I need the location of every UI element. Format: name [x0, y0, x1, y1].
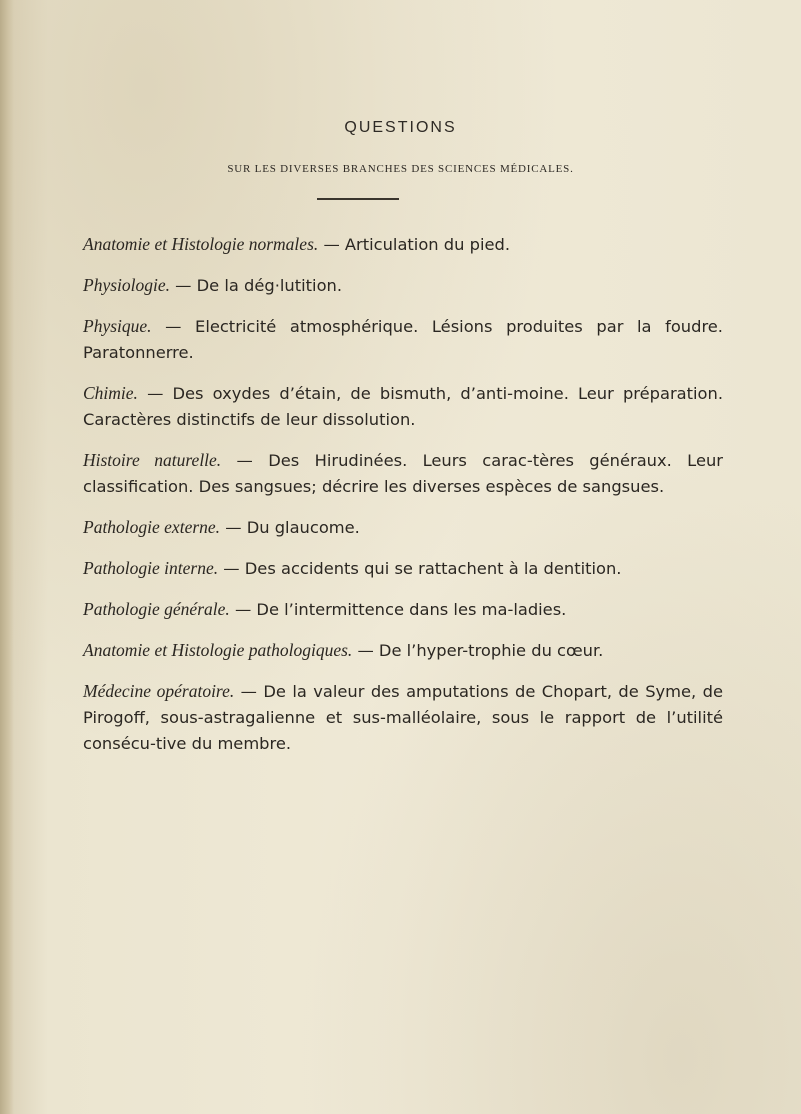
entry-dash: —	[170, 276, 197, 295]
entry-dash: —	[221, 451, 269, 470]
question-entry	[83, 637, 723, 664]
question-entry	[83, 447, 723, 500]
entry-dash: —	[137, 384, 173, 403]
entry-text: De la dég·lutition.	[196, 276, 343, 295]
question-entry	[83, 231, 723, 258]
entry-text: De l’intermittence dans les ma-ladies.	[256, 600, 567, 619]
entry-dash: —	[352, 641, 379, 660]
question-entry	[83, 272, 723, 299]
entry-dash: —	[220, 518, 247, 537]
entry-dash: —	[218, 559, 245, 578]
entry-text: Articulation du pied.	[344, 235, 510, 254]
page-title: QUESTIONS	[344, 119, 457, 136]
entry-heading: Anatomie et Histologie pathologiques.	[83, 640, 353, 660]
question-entry	[83, 380, 723, 433]
entry-dash: —	[234, 682, 264, 701]
entry-heading: Médecine opératoire.	[83, 681, 235, 701]
divider-rule	[317, 198, 399, 200]
entry-dash: —	[318, 235, 345, 254]
entry-text: Du glaucome.	[246, 518, 360, 537]
entry-text: Des oxydes d’étain, de bismuth, d’anti-moine. Leur préparation. Caractères distinctifs de leur dissolution.	[83, 384, 723, 429]
entry-heading: Pathologie interne.	[83, 558, 219, 578]
entry-heading: Physique.	[83, 316, 152, 336]
question-entry	[83, 678, 723, 757]
entry-text: Des accidents qui se rattachent à la dentition.	[244, 559, 622, 578]
entry-heading: Pathologie générale.	[83, 599, 230, 619]
entry-heading: Physiologie.	[83, 275, 170, 295]
question-entry	[83, 514, 723, 541]
page-subtitle: SUR LES DIVERSES BRANCHES DES SCIENCES MÉDICALES.	[227, 163, 574, 175]
entry-heading: Pathologie externe.	[83, 517, 221, 537]
questions-list	[83, 231, 723, 771]
question-entry	[83, 596, 723, 623]
entry-dash: —	[151, 317, 196, 336]
entry-text: De la valeur des amputations de Chopart, de Syme, de Pirogoff, sous-astragalienne et sus-malléolaire, sous le rapport de l’utilité consécu-tive du membre.	[83, 682, 723, 753]
entry-dash: —	[229, 600, 257, 619]
entry-text: Electricité atmosphérique. Lésions produites par la foudre. Paratonnerre.	[83, 317, 723, 362]
entry-heading: Chimie.	[83, 383, 138, 403]
question-entry	[83, 313, 723, 366]
entry-heading: Histoire naturelle.	[83, 450, 222, 470]
entry-text: Des Hirudinées. Leurs carac-tères généraux. Leur classification. Des sangsues; décrire les diverses espèces de sangsues.	[83, 451, 723, 496]
entry-text: De l’hyper-trophie du cœur.	[378, 641, 604, 660]
question-entry	[83, 555, 723, 582]
entry-heading: Anatomie et Histologie normales.	[83, 234, 319, 254]
